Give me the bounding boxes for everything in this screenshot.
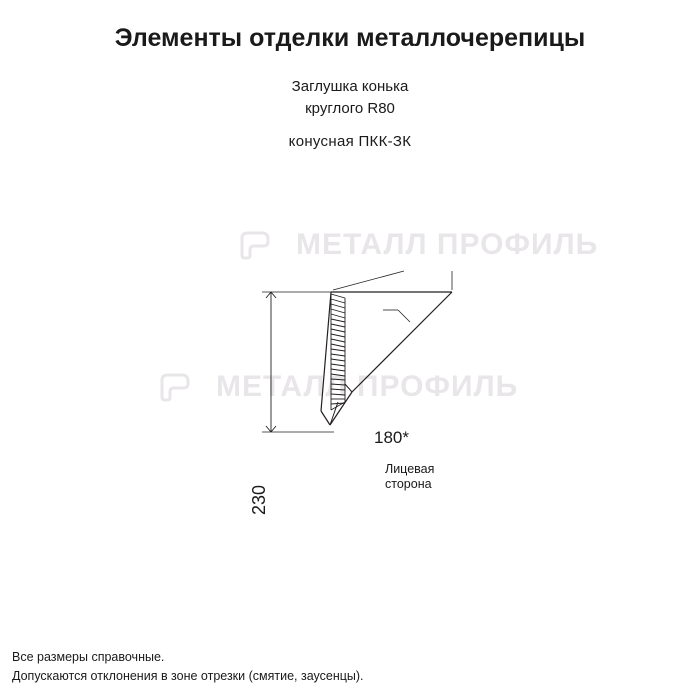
- dimension-230: [262, 292, 335, 432]
- subtitle-line-2: круглого R80: [305, 100, 395, 117]
- page-title: Элементы отделки металлочерепицы: [114, 24, 586, 52]
- watermark-text: МЕТАЛЛ ПРОФИЛЬ: [216, 370, 519, 403]
- face-label-leader: [383, 310, 410, 322]
- footer-notes: [12, 648, 364, 686]
- face-side-label-line-1: Лицевая: [385, 462, 435, 476]
- subtitle-line-1: Заглушка конька: [291, 78, 409, 95]
- watermark-text: МЕТАЛЛ ПРОФИЛЬ: [296, 228, 599, 261]
- dimension-label-230: 230: [249, 484, 269, 515]
- subtitle-line-3: конусная ПКК-ЗК: [288, 133, 412, 150]
- dimension-label-180: 180*: [374, 428, 409, 447]
- page-subtitle: [0, 76, 700, 153]
- face-side-label: [385, 462, 434, 492]
- crimped-band: [331, 293, 345, 410]
- face-side-label-line-2: сторона: [385, 477, 432, 491]
- angle-leader: [333, 271, 452, 290]
- drawing-svg: [0, 170, 700, 500]
- technical-drawing: [0, 170, 700, 515]
- footer-line-1: Все размеры справочные.: [12, 650, 165, 664]
- footer-line-2: Допускаются отклонения в зоне отрезки (смятие, заусенцы).: [12, 669, 364, 683]
